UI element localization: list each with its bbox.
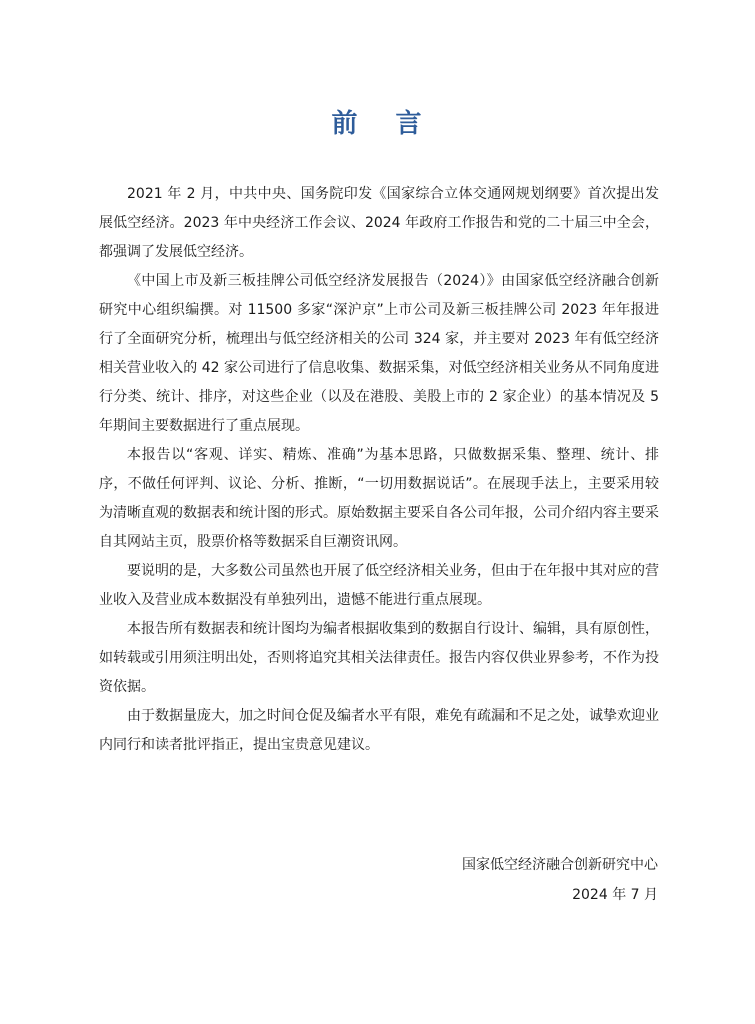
paragraph: 本报告以“客观、详实、精炼、准确”为基本思路，只做数据采集、整理、统计、排序，不做任何评判、议论、分析、推断，“一切用数据说话”。在展现手法上，主要采用较为清晰直观的数据表和统计图的形式。原始数据主要采自各公司年报，公司介绍内容主要采自其网站主页，股票价格等数据采自巨潮资讯网。: [99, 447, 659, 550]
signature-date: 2024 年 7 月: [572, 887, 658, 903]
signature-block: [462, 850, 658, 910]
title-char-1: 前: [331, 109, 360, 139]
title-char-2: 言: [395, 109, 424, 139]
paragraph: 本报告所有数据表和统计图均为编者根据收集到的数据自行设计、编辑，具有原创性，如转载或引用须注明出处，否则将追究其相关法律责任。报告内容仅供业界参考，不作为投资依据。: [99, 621, 659, 695]
signature-organization: 国家低空经济融合创新研究中心: [462, 857, 658, 873]
paragraph: 《中国上市及新三板挂牌公司低空经济发展报告（2024）》由国家低空经济融合创新研究中心组织编撰。对 11500 多家“深沪京”上市公司及新三板挂牌公司 2023 年年报进行了全面研究分析，梳理出与低空经济相关的公司 324 家，并主要对 2023 年有低空经济相关营业收入的 42 家公司进行了信息收集、数据采集，对低空经济相关业务从不同角度进行分类、统计、排序，对这些企业（以及在港股、美股上市的 2 家企业）的基本情况及 5 年期间主要数据进行了重点展现。: [99, 273, 659, 434]
preface-body: [99, 180, 659, 760]
page-title: [0, 106, 755, 142]
paragraph: 2021 年 2 月，中共中央、国务院印发《国家综合立体交通网规划纲要》首次提出发展低空经济。2023 年中央经济工作会议、2024 年政府工作报告和党的二十届三中全会，都强调了发展低空经济。: [99, 186, 659, 260]
paragraph: 要说明的是，大多数公司虽然也开展了低空经济相关业务，但由于在年报中其对应的营业收入及营业成本数据没有单独列出，遗憾不能进行重点展现。: [99, 563, 659, 608]
paragraph: 由于数据量庞大，加之时间仓促及编者水平有限，难免有疏漏和不足之处，诚挚欢迎业内同行和读者批评指正，提出宝贵意见建议。: [99, 708, 659, 753]
